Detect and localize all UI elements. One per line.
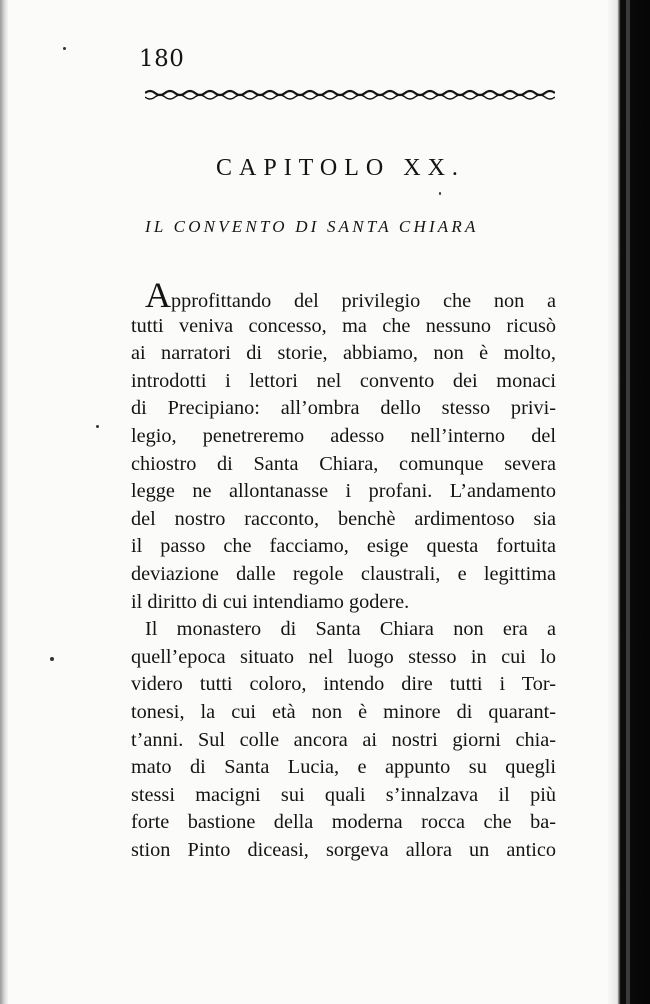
text-line: ai narratori di storie, abbiamo, non è molto, <box>131 342 556 365</box>
paper-speck <box>63 47 66 50</box>
text-line: il passo che facciamo, esige questa fortuita <box>131 535 556 558</box>
paper-speck <box>439 192 441 195</box>
text-line: introdotti i lettori nel convento dei monaci <box>131 369 556 392</box>
text-line: t’anni. Sul colle ancora ai nostri giorni chia- <box>131 728 556 751</box>
text-line: legio, penetreremo adesso nell’interno del <box>131 424 556 447</box>
text-line: di Precipiano: all’ombra dello stesso privi- <box>131 397 556 420</box>
chapter-title: CAPITOLO XX. <box>216 155 465 181</box>
text-line: legge ne allontanasse i profani. L’andamento <box>131 480 556 503</box>
page-left-edge <box>0 0 8 1004</box>
text-line-paragraph-start: Il monastero di Santa Chiara non era a <box>145 618 556 641</box>
adjacent-page-edge <box>626 0 630 1004</box>
text-line: videro tutti coloro, intendo dire tutti i Tor- <box>131 673 556 696</box>
text-line: stion Pinto diceasi, sorgeva allora un antico <box>131 838 556 861</box>
text-line: stessi macigni sui quali s’innalzava il più <box>131 783 556 806</box>
header-ornament-rule <box>145 88 555 102</box>
paper-speck <box>50 657 54 661</box>
body-text <box>131 275 556 864</box>
text-line: tutti veniva concesso, ma che nessuno ricusò <box>131 314 556 337</box>
text-line: chiostro di Santa Chiara, comunque severa <box>131 452 556 475</box>
text-line: quell’epoca situato nel luogo stesso in cui lo <box>131 645 556 668</box>
text-line: del nostro racconto, benchè ardimentoso sia <box>131 507 556 530</box>
text-line: forte bastione della moderna rocca che ba- <box>131 811 556 834</box>
chapter-subtitle: IL CONVENTO DI SANTA CHIARA <box>145 217 479 236</box>
text-line-first <box>131 275 556 315</box>
text-line-paragraph-end: il diritto di cui intendiamo godere. <box>131 590 410 613</box>
text-line: tonesi, la cui età non è minore di quarant- <box>131 700 556 723</box>
first-line-rest: pprofittando del privilegio che non a <box>171 290 556 312</box>
text-line: deviazione dalle regole claustrali, e legittima <box>131 562 556 585</box>
paper-speck <box>96 425 99 428</box>
page-number: 180 <box>139 46 185 72</box>
text-line: mato di Santa Lucia, e appunto su quegli <box>131 756 556 779</box>
drop-initial: A <box>145 275 171 315</box>
